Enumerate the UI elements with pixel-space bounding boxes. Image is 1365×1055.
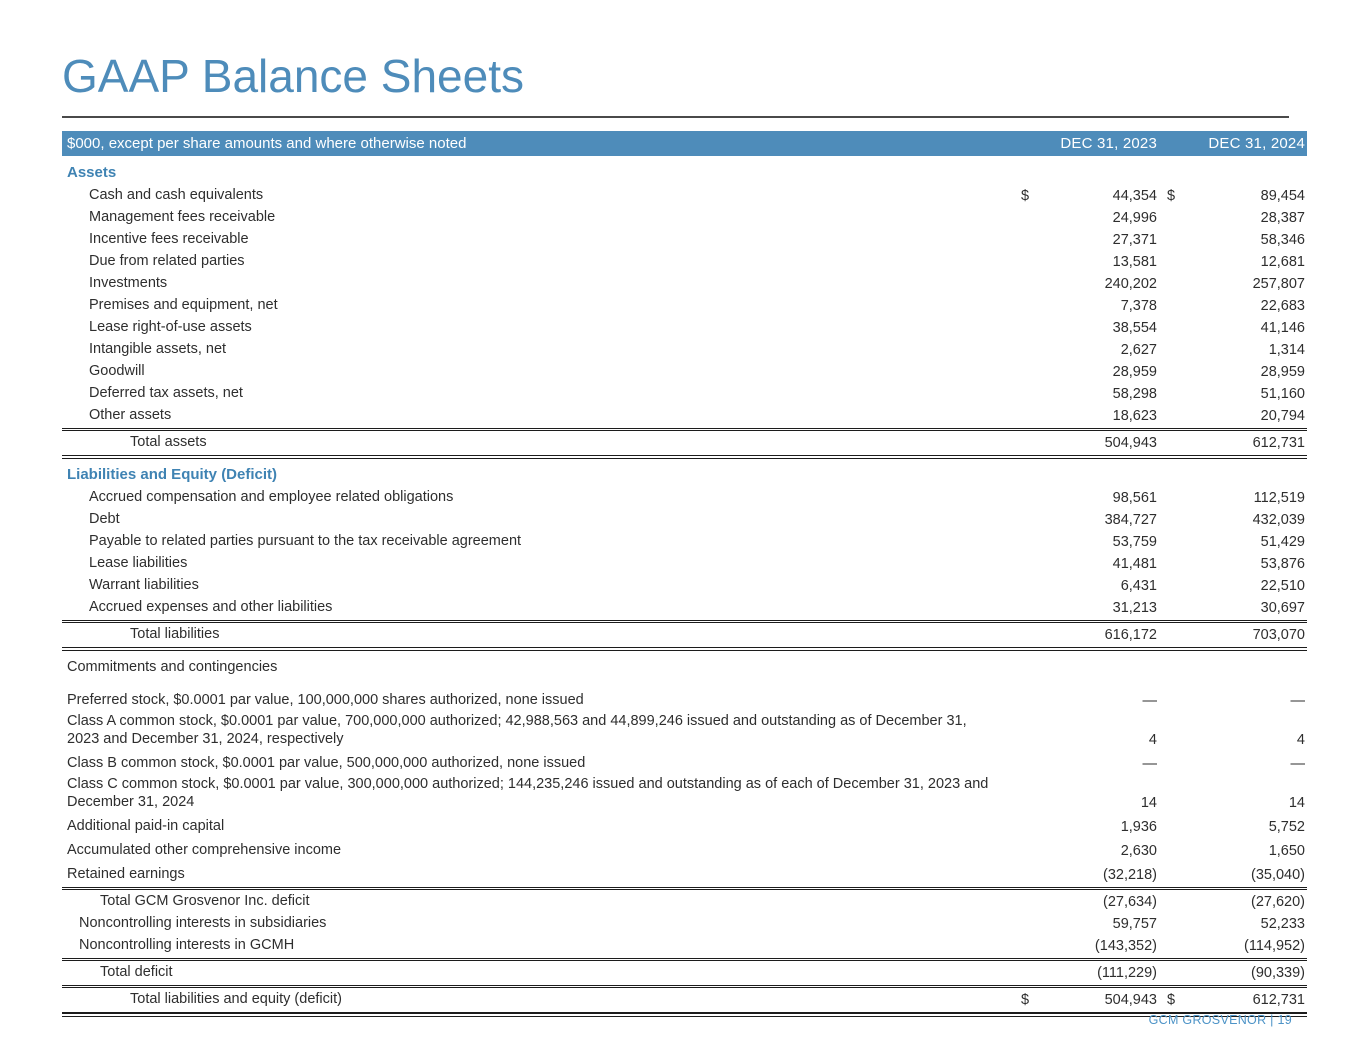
row-label: Noncontrolling interests in subsidiaries	[79, 915, 327, 932]
row-label: Class C common stock, $0.0001 par value, 300,000,000 authorized; 144,235,246 issued and outstanding as of each of December 31, 2023 and December 31, 2024	[67, 776, 989, 811]
cell-2024	[1157, 867, 1307, 886]
cell-value: —	[1142, 693, 1157, 710]
table-row	[62, 935, 1307, 957]
table-caption: $000, except per share amounts and where otherwise noted	[67, 135, 467, 153]
cell-2024	[1157, 512, 1307, 531]
cell-2024	[1157, 364, 1307, 383]
table-rule	[62, 455, 1307, 459]
cell-2024	[1157, 819, 1307, 838]
cell-2023	[1011, 819, 1157, 838]
cell-2024	[1157, 578, 1307, 597]
table-row	[62, 207, 1307, 229]
table-row	[62, 531, 1307, 553]
cell-value: 12,681	[1260, 254, 1305, 271]
row-label: Total liabilities	[130, 626, 220, 643]
cell-value: (114,952)	[1244, 938, 1305, 955]
row-label: Class B common stock, $0.0001 par value, 500,000,000 authorized, none issued	[67, 755, 586, 772]
cell-value: 31,213	[1112, 600, 1157, 617]
cell-2023	[1011, 408, 1157, 427]
cell-2023	[1011, 254, 1157, 273]
dollar-sign: $	[1021, 188, 1030, 205]
cell-2023	[1011, 556, 1157, 575]
cell-2024	[1157, 894, 1307, 913]
cell-2024	[1157, 188, 1307, 207]
row-label: Liabilities and Equity (Deficit)	[67, 466, 278, 484]
table-row	[62, 989, 1307, 1011]
cell-2024	[1157, 676, 1307, 679]
cell-2024	[1157, 320, 1307, 339]
cell-2024	[1157, 938, 1307, 957]
cell-value: 98,561	[1112, 490, 1157, 507]
cell-value: 53,876	[1260, 556, 1305, 573]
cell-value: 616,172	[1104, 627, 1157, 644]
cell-value: 44,354	[1112, 188, 1157, 205]
cell-value: 257,807	[1252, 276, 1305, 293]
cell-value: 14	[1288, 795, 1305, 812]
cell-value: 22,510	[1260, 578, 1305, 595]
cell-value: 27,371	[1112, 232, 1157, 249]
cell-2024	[1157, 408, 1307, 427]
cell-2023	[1011, 232, 1157, 251]
table-row	[62, 229, 1307, 251]
table-row	[62, 575, 1307, 597]
cell-2024	[1157, 254, 1307, 273]
cell-value: 432,039	[1252, 512, 1305, 529]
cell-value: 58,346	[1260, 232, 1305, 249]
cell-value: 384,727	[1104, 512, 1157, 529]
cell-value: 5,752	[1268, 819, 1305, 836]
cell-2023	[1011, 484, 1157, 487]
cell-value: (35,040)	[1250, 867, 1305, 884]
cell-value: 504,943	[1104, 435, 1157, 452]
table-row	[62, 163, 1307, 185]
table-rule	[62, 887, 1307, 890]
cell-value: 240,202	[1104, 276, 1157, 293]
cell-value: 6,431	[1120, 578, 1157, 595]
row-label: Management fees receivable	[89, 209, 276, 226]
cell-2024	[1157, 232, 1307, 251]
table-row	[62, 361, 1307, 383]
table-row	[62, 913, 1307, 935]
table-rule	[62, 620, 1307, 623]
row-label: Class A common stock, $0.0001 par value, 700,000,000 authorized; 42,988,563 and 44,899,246 issued and outstanding as of December 31, 2023 and December 31, 2024, respectively	[67, 713, 967, 748]
row-label: Investments	[89, 275, 168, 292]
cell-value: 41,481	[1112, 556, 1157, 573]
cell-2024	[1157, 843, 1307, 862]
table-rule	[62, 428, 1307, 431]
cell-2023	[1011, 916, 1157, 935]
row-label: Lease liabilities	[89, 555, 188, 572]
cell-2023	[1011, 938, 1157, 957]
cell-2024	[1157, 916, 1307, 935]
cell-2023	[1011, 342, 1157, 361]
table-row	[62, 712, 1307, 751]
cell-2023	[1011, 965, 1157, 984]
cell-2024	[1157, 342, 1307, 361]
footer	[1149, 1013, 1292, 1027]
cell-2023	[1011, 435, 1157, 454]
cell-value: 7,378	[1120, 298, 1157, 315]
cell-2023	[1011, 600, 1157, 619]
cell-2023	[1011, 732, 1157, 751]
cell-value: (143,352)	[1094, 938, 1157, 955]
cell-value: 24,996	[1112, 210, 1157, 227]
table-rule	[62, 1012, 1307, 1017]
cell-value: 28,387	[1260, 210, 1305, 227]
col-header-2023: DEC 31, 2023	[1060, 135, 1157, 153]
cell-2024	[1157, 490, 1307, 509]
cell-2023	[1011, 320, 1157, 339]
table-row	[62, 405, 1307, 427]
cell-value: 51,429	[1260, 534, 1305, 551]
table-row	[62, 432, 1307, 454]
cell-value: 1,650	[1268, 843, 1305, 860]
cell-value: 89,454	[1260, 188, 1305, 205]
table-row	[62, 185, 1307, 207]
table-row	[62, 862, 1307, 886]
cell-value: 58,298	[1112, 386, 1157, 403]
cell-value: 14	[1140, 795, 1157, 812]
cell-value: 13,581	[1112, 254, 1157, 271]
cell-value: 51,160	[1260, 386, 1305, 403]
dollar-sign: $	[1021, 992, 1030, 1009]
footer-text: GCM GROSVENOR | 19	[1148, 1013, 1292, 1027]
cell-value: 28,959	[1112, 364, 1157, 381]
table-row	[62, 775, 1307, 814]
table-row	[62, 838, 1307, 862]
cell-2023	[1011, 534, 1157, 553]
cell-2023	[1011, 795, 1157, 814]
cell-2023	[1011, 276, 1157, 295]
cell-2024	[1157, 756, 1307, 775]
cell-value: 28,959	[1260, 364, 1305, 381]
cell-2023	[1011, 386, 1157, 405]
row-label: Incentive fees receivable	[89, 231, 249, 248]
cell-2024	[1157, 732, 1307, 751]
row-label: Other assets	[89, 407, 172, 424]
cell-value: 1,936	[1120, 819, 1157, 836]
table-header-bar	[62, 131, 1307, 156]
cell-2023	[1011, 894, 1157, 913]
cell-2023	[1011, 992, 1157, 1011]
table-row	[62, 597, 1307, 619]
cell-2023	[1011, 676, 1157, 679]
cell-2023	[1011, 843, 1157, 862]
table-row	[62, 688, 1307, 712]
table-row	[62, 509, 1307, 531]
cell-value: 41,146	[1260, 320, 1305, 337]
table-row	[62, 624, 1307, 646]
row-label: Total deficit	[100, 964, 173, 981]
cell-value: —	[1142, 756, 1157, 773]
cell-value: 703,070	[1252, 627, 1305, 644]
cell-2023	[1011, 490, 1157, 509]
row-label: Total GCM Grosvenor Inc. deficit	[100, 893, 310, 910]
cell-value: (90,339)	[1250, 965, 1305, 982]
row-label: Accumulated other comprehensive income	[67, 842, 342, 859]
row-label: Intangible assets, net	[89, 341, 227, 358]
cell-2023	[1011, 756, 1157, 775]
table-row	[62, 751, 1307, 775]
cell-2024	[1157, 182, 1307, 185]
cell-value: 2,630	[1120, 843, 1157, 860]
title-underline	[62, 116, 1289, 118]
row-label: Accrued compensation and employee related obligations	[89, 489, 454, 506]
cell-2024	[1157, 210, 1307, 229]
cell-value: 22,683	[1260, 298, 1305, 315]
cell-2024	[1157, 992, 1307, 1011]
cell-value: 20,794	[1260, 408, 1305, 425]
row-label: Retained earnings	[67, 866, 185, 883]
cell-2023	[1011, 867, 1157, 886]
table-row	[62, 339, 1307, 361]
cell-2023	[1011, 298, 1157, 317]
cell-2024	[1157, 600, 1307, 619]
row-label: Total liabilities and equity (deficit)	[130, 991, 342, 1008]
cell-2023	[1011, 182, 1157, 185]
cell-2024	[1157, 484, 1307, 487]
cell-value: 52,233	[1260, 916, 1305, 933]
dollar-sign: $	[1167, 992, 1176, 1009]
cell-2024	[1157, 627, 1307, 646]
row-label: Goodwill	[89, 363, 145, 380]
row-label: Total assets	[130, 434, 207, 451]
cell-value: 2,627	[1120, 342, 1157, 359]
row-label: Debt	[89, 511, 120, 528]
cell-2024	[1157, 965, 1307, 984]
table-row	[62, 814, 1307, 838]
col-header-2024: DEC 31, 2024	[1208, 135, 1305, 153]
cell-value: 53,759	[1112, 534, 1157, 551]
cell-2023	[1011, 512, 1157, 531]
row-label: Payable to related parties pursuant to the tax receivable agreement	[89, 533, 522, 550]
row-label: Lease right-of-use assets	[89, 319, 252, 336]
table-row	[62, 317, 1307, 339]
cell-value: (111,229)	[1097, 965, 1157, 982]
cell-2024	[1157, 795, 1307, 814]
table-row	[62, 295, 1307, 317]
cell-value: —	[1290, 756, 1305, 773]
row-label: Preferred stock, $0.0001 par value, 100,000,000 shares authorized, none issued	[67, 692, 584, 709]
cell-value: (27,634)	[1102, 894, 1157, 911]
cell-2024	[1157, 298, 1307, 317]
row-label: Cash and cash equivalents	[89, 187, 264, 204]
row-label: Warrant liabilities	[89, 577, 199, 594]
cell-2024	[1157, 386, 1307, 405]
cell-2023	[1011, 364, 1157, 383]
cell-value: 59,757	[1112, 916, 1157, 933]
table-row	[62, 655, 1307, 679]
table-row	[62, 487, 1307, 509]
row-label: Additional paid-in capital	[67, 818, 225, 835]
cell-value: (32,218)	[1102, 867, 1157, 884]
cell-2024	[1157, 534, 1307, 553]
cell-2024	[1157, 435, 1307, 454]
cell-value: 504,943	[1104, 992, 1157, 1009]
cell-value: 4	[1296, 732, 1305, 749]
table-rows	[62, 156, 1307, 1017]
cell-2023	[1011, 627, 1157, 646]
row-label: Due from related parties	[89, 253, 245, 270]
row-label: Noncontrolling interests in GCMH	[79, 937, 295, 954]
table-row	[62, 383, 1307, 405]
table-row	[62, 465, 1307, 487]
cell-value: —	[1290, 693, 1305, 710]
cell-2023	[1011, 578, 1157, 597]
cell-value: 38,554	[1112, 320, 1157, 337]
cell-2023	[1011, 210, 1157, 229]
cell-value: 18,623	[1112, 408, 1157, 425]
table-rule	[62, 647, 1307, 651]
row-label: Deferred tax assets, net	[89, 385, 243, 402]
row-label: Commitments and contingencies	[67, 659, 278, 676]
cell-value: (27,620)	[1250, 894, 1305, 911]
cell-value: 612,731	[1252, 992, 1305, 1009]
cell-2023	[1011, 693, 1157, 712]
table-row	[62, 273, 1307, 295]
table-rule	[62, 958, 1307, 961]
row-label: Accrued expenses and other liabilities	[89, 599, 333, 616]
row-label: Assets	[67, 164, 117, 182]
cell-value: 112,519	[1253, 490, 1305, 507]
row-label: Premises and equipment, net	[89, 297, 278, 314]
cell-value: 4	[1148, 732, 1157, 749]
cell-value: 30,697	[1260, 600, 1305, 617]
page-title: GAAP Balance Sheets	[62, 50, 524, 102]
table-row	[62, 891, 1307, 913]
table-row	[62, 962, 1307, 984]
dollar-sign: $	[1167, 188, 1176, 205]
cell-2024	[1157, 276, 1307, 295]
table-rule	[62, 985, 1307, 988]
cell-value: 1,314	[1268, 342, 1305, 359]
cell-2024	[1157, 693, 1307, 712]
table-row	[62, 251, 1307, 273]
cell-value: 612,731	[1252, 435, 1305, 452]
cell-2024	[1157, 556, 1307, 575]
cell-2023	[1011, 188, 1157, 207]
table-row	[62, 553, 1307, 575]
